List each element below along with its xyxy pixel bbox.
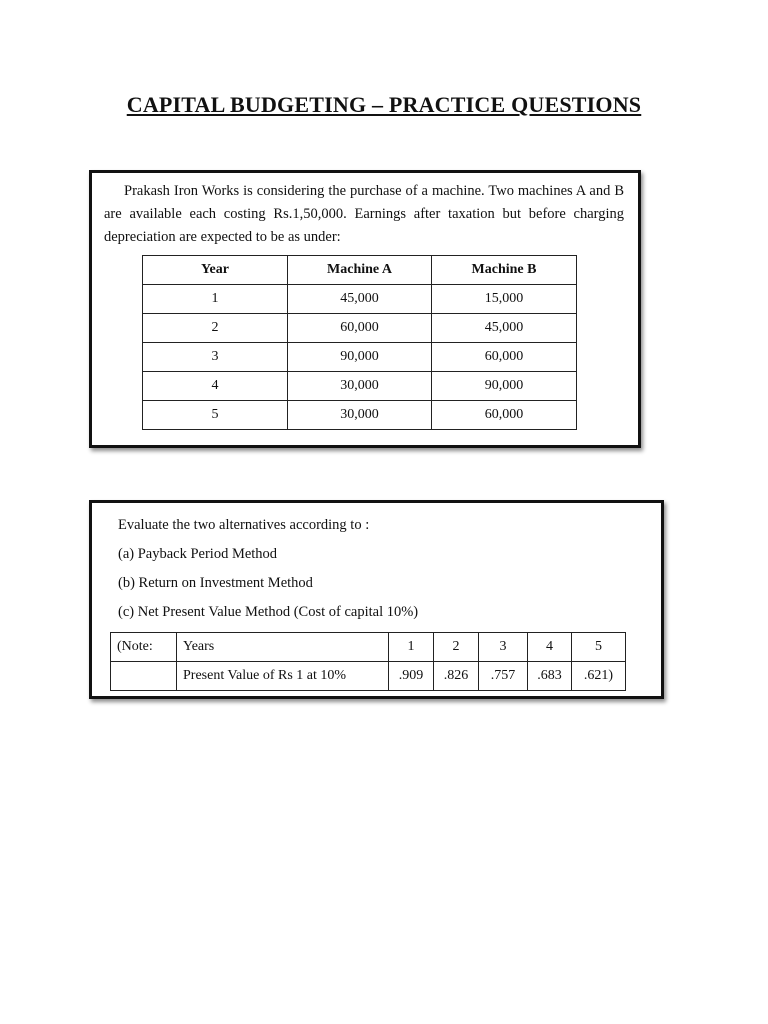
method-a-line: (a) Payback Period Method [118,546,278,562]
machine-b-cell: 60,000 [432,401,577,430]
method-c-line: (c) Net Present Value Method (Cost of capital 10%) [118,604,419,620]
pv-value: .683 [528,662,572,691]
year-value: 4 [528,633,572,662]
pv-label: Present Value of Rs 1 at 10% [177,662,389,691]
year-cell: 2 [143,314,288,343]
pv-value: .757 [479,662,528,691]
page-title: CAPITAL BUDGETING – PRACTICE QUESTIONS [126,92,642,117]
year-value: 2 [434,633,479,662]
earnings-table [142,255,577,430]
year-cell: 4 [143,372,288,401]
header-year: Year [143,256,288,285]
table-row [143,343,577,372]
year-cell: 5 [143,401,288,430]
years-label: Years [177,633,389,662]
table-row [143,401,577,430]
year-cell: 1 [143,285,288,314]
question-2-box [89,500,664,699]
table-row [143,285,577,314]
machine-b-cell: 90,000 [432,372,577,401]
pv-row [111,662,626,691]
year-value: 3 [479,633,528,662]
table-header-row [143,256,577,285]
table-row [143,314,577,343]
pv-value: .826 [434,662,479,691]
year-value: 5 [572,633,626,662]
method-b-line: (b) Return on Investment Method [118,575,313,591]
empty-cell [111,662,177,691]
header-machine-b: Machine B [432,256,577,285]
table-row [143,372,577,401]
year-value: 1 [389,633,434,662]
machine-b-cell: 45,000 [432,314,577,343]
machine-a-cell: 90,000 [288,343,432,372]
pv-value: .909 [389,662,434,691]
note-label: (Note: [111,633,177,662]
machine-a-cell: 30,000 [288,372,432,401]
evaluate-instruction: Evaluate the two alternatives according to : [118,517,370,533]
header-machine-a: Machine A [288,256,432,285]
question-1-box [89,170,641,448]
pv-value: .621) [572,662,626,691]
machine-a-cell: 30,000 [288,401,432,430]
machine-b-cell: 60,000 [432,343,577,372]
question-1-intro: Prakash Iron Works is considering the purchase of a machine. Two machines A and B are available each costing Rs.1,50,000. Earnings after taxation but before charging depreciation are expected to be as under: [104,183,624,245]
machine-a-cell: 60,000 [288,314,432,343]
machine-b-cell: 15,000 [432,285,577,314]
year-cell: 3 [143,343,288,372]
years-row [111,633,626,662]
machine-a-cell: 45,000 [288,285,432,314]
present-value-table [110,632,626,691]
